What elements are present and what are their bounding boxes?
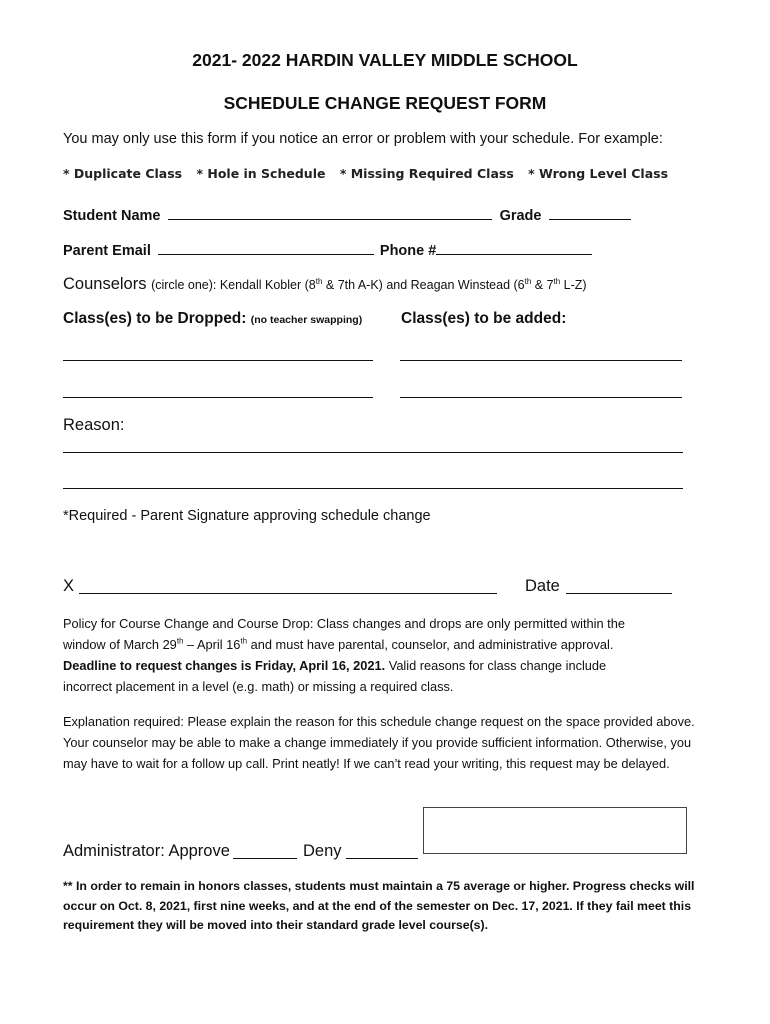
admin-box[interactable] — [423, 807, 687, 854]
issue-wrong-level: * Wrong Level Class — [528, 166, 669, 181]
student-name-label: Student Name — [63, 208, 161, 224]
dropped-note: (no teacher swapping) — [250, 314, 363, 326]
issue-missing: * Missing Required Class — [339, 166, 514, 181]
parent-email-label: Parent Email — [63, 243, 151, 259]
policy-line-1: Policy for Course Change and Course Drop: Class changes and drops are only permitted within the — [63, 616, 625, 631]
added-label: Class(es) to be added: — [401, 310, 567, 327]
policy-paragraph — [63, 613, 713, 697]
date-label: Date — [525, 577, 560, 595]
dropped-class-line-1[interactable] — [63, 360, 373, 361]
deadline-text: Deadline to request changes is Friday, April 16, 2021. — [63, 658, 386, 673]
reason-label: Reason: — [63, 416, 125, 434]
grade-label: Grade — [499, 208, 542, 224]
parent-email-field[interactable] — [158, 240, 374, 255]
counselors-options[interactable]: (circle one): Kendall Kobler (8th & 7th A-K) and Reagan Winstead (6th & 7th L-Z) — [151, 276, 587, 292]
dropped-heading — [63, 310, 362, 328]
grade-field[interactable] — [549, 205, 631, 220]
form-subtitle: SCHEDULE CHANGE REQUEST FORM — [223, 93, 547, 113]
counselors-label: Counselors — [63, 275, 147, 293]
policy-line-4: incorrect placement in a level (e.g. math) or missing a required class. — [63, 679, 454, 694]
reason-line-2[interactable] — [63, 488, 683, 489]
admin-deny-label: Deny — [303, 842, 342, 860]
parent-email-row — [63, 240, 592, 259]
phone-field[interactable] — [436, 240, 592, 255]
issue-examples — [63, 166, 678, 181]
dropped-label: Class(es) to be Dropped: — [63, 310, 247, 327]
policy-line-3: Deadline to request changes is Friday, April 16, 2021. Valid reasons for class change include — [63, 658, 607, 673]
date-line[interactable] — [566, 593, 672, 594]
admin-approve-line[interactable] — [233, 858, 297, 859]
student-name-field[interactable] — [168, 205, 492, 220]
counselors-row — [63, 275, 587, 294]
parent-signature-line[interactable] — [79, 593, 497, 594]
student-name-row — [63, 205, 631, 224]
added-class-line-1[interactable] — [400, 360, 682, 361]
honors-note: ** In order to remain in honors classes, students must maintain a 75 average or higher. Progress checks will occur on Oct. 8, 2021, first nine weeks, and at the end of the semester on Dec. 17, 2021. If they fail meet this requirement they will be moved into their standard grade level course(s). — [63, 879, 695, 932]
policy-line-2: window of March 29th – April 16th and must have parental, counselor, and administrative approval. — [63, 636, 614, 652]
signature-x-label: X — [63, 577, 75, 595]
added-class-line-2[interactable] — [400, 397, 682, 398]
reason-line-1[interactable] — [63, 452, 683, 453]
admin-deny-line[interactable] — [346, 858, 418, 859]
issue-hole: * Hole in Schedule — [196, 166, 326, 181]
phone-label: Phone # — [379, 243, 437, 259]
dropped-class-line-2[interactable] — [63, 397, 373, 398]
form-title: 2021- 2022 HARDIN VALLEY MIDDLE SCHOOL — [192, 50, 578, 70]
signature-required-text: *Required - Parent Signature approving schedule change — [63, 508, 431, 524]
intro-text: You may only use this form if you notice an error or problem with your schedule. For example: — [63, 131, 663, 147]
explanation-paragraph: Explanation required: Please explain the reason for this schedule change request on the space provided above. Your counselor may be able to make a change immediately if you provide sufficient information. Otherwise, you may have to wait for a follow up call. Print neatly! If we can’t read your writing, this request may be delayed. — [63, 714, 695, 771]
issue-duplicate: * Duplicate Class — [63, 166, 183, 181]
admin-approve-label: Administrator: Approve — [63, 842, 230, 860]
